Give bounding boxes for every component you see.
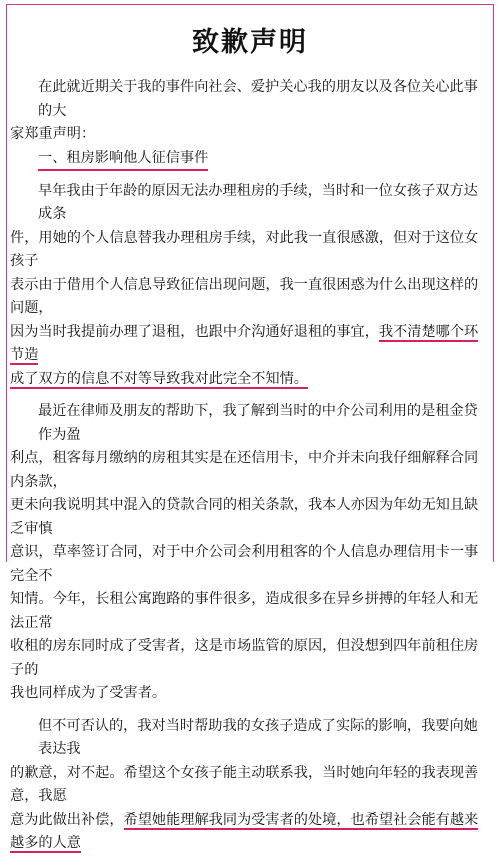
frame-right-border bbox=[493, 4, 494, 562]
page-title: 致歉声明 bbox=[192, 27, 308, 58]
para2-line-6: 收租的房东同时成了受害者，这是市场监管的原因，但没想到四年前租住房子的 bbox=[10, 638, 479, 678]
para3-underlined-text: 希望她能理解我同为受害者的处境，也希望社会能有越来越多的人意 bbox=[10, 811, 479, 851]
section-heading-text: 一、租房影响他人征信事件 bbox=[38, 147, 208, 171]
para1-line-2: 件，用她的个人信息替我办理租房手续，对此我一直很感激，但对于这位女孩子 bbox=[10, 229, 479, 269]
para1-line-5 bbox=[10, 368, 488, 392]
intro-line-1: 在此就近期关于我的事件向社会、爱护关心我的朋友以及各位关心此事的大 bbox=[38, 79, 478, 119]
para1-underlined-text-2: 成了双方的信息不对等导致我对此完全不知情。 bbox=[10, 370, 308, 387]
para2-line-5: 知情。今年，长租公寓跑路的事件很多，造成很多在异乡拼搏的年轻人和无法正常 bbox=[10, 591, 479, 631]
para2-line-7: 我也同样成为了受害者。 bbox=[10, 685, 167, 701]
para3-line-3 bbox=[10, 809, 488, 856]
intro-line-2: 家郑重声明： bbox=[10, 126, 96, 142]
frame-left-border bbox=[6, 4, 7, 562]
frame-top-border bbox=[6, 4, 494, 5]
para3-line-2: 的歉意，对不起。希望这个女孩子能主动联系我，当时她向年轻的我表现善意，我愿 bbox=[10, 764, 479, 804]
para1-line-1: 早年我由于年龄的原因无法办理租房的手续，当时和一位女孩子双方达成条 bbox=[38, 182, 478, 222]
para3-line-3-text: 意为此做出补偿， bbox=[10, 811, 124, 828]
para3-line-1: 但不可否认的，我对当时帮助我的女孩子造成了实际的影响，我要向她表达我 bbox=[38, 717, 478, 757]
para1-underlined-text: 我不清楚哪个环节造 bbox=[10, 323, 479, 363]
para2-line-4: 意识，草率签订合同，对于中介公司会利用租客的个人信息办理信用卡一事完全不 bbox=[10, 544, 479, 584]
section-heading-1 bbox=[10, 147, 208, 171]
para2-line-3: 更未向我说明其中混入的贷款合同的相关条款，我本人亦因为年幼无知且缺乏审慎 bbox=[10, 497, 479, 537]
para2-line-1: 最近在律师及朋友的帮助下，我了解到当时的中介公司利用的是租金贷作为盈 bbox=[38, 403, 478, 443]
para1-line-4-text: 因为当时我提前办理了退租，也跟中介沟通好退租的事宜， bbox=[10, 323, 379, 340]
para1-line-3: 表示由于借用个人信息导致征信出现问题，我一直很困惑为什么出现这样的问题， bbox=[10, 276, 479, 316]
statement-body bbox=[10, 76, 488, 856]
para2-line-2: 利点，租客每月缴纳的房租其实是在还信用卡，中介并未向我仔细解释合同内条款， bbox=[10, 450, 479, 490]
para1-line-4 bbox=[10, 321, 488, 368]
